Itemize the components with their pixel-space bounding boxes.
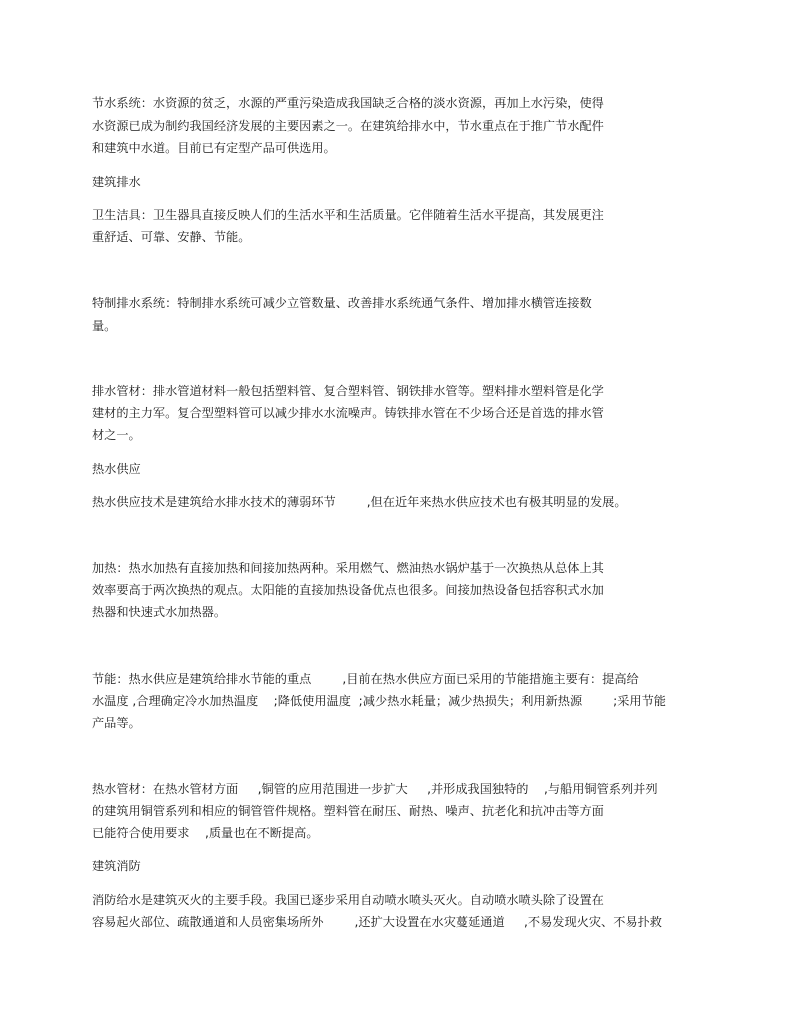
text-line: 水温度 ,合理确定冷水加热温度 ;降低使用温度 ;减少热水耗量；减少热损失；利用新热源 ;采用节能 bbox=[92, 694, 666, 708]
text-line: 加热：热水加热有直接加热和间接加热两种。采用燃气、燃油热水锅炉基于一次换热从总体上其 bbox=[92, 561, 604, 575]
text-line: 和建筑中水道。目前已有定型产品可供选用。 bbox=[92, 141, 336, 155]
text-line: 产品等。 bbox=[92, 716, 141, 730]
text-line: 热水供应技术是建筑给水排水技术的薄弱环节 ,但在近年来热水供应技术也有极其明显的发展。 bbox=[92, 495, 627, 509]
text-line: 特制排水系统：特制排水系统可减少立管数量、改善排水系统通气条件、增加排水横管连接数 bbox=[92, 296, 592, 310]
text-line: 节能：热水供应是建筑给排水节能的重点 ,目前在热水供应方面已采用的节能措施主要有：提高给 bbox=[92, 672, 639, 686]
text-line: 节水系统：水资源的贫乏，水源的严重污染造成我国缺乏合格的淡水资源，再加上水污染，使得 bbox=[92, 96, 604, 110]
text-line: 建材的主力军。复合型塑料管可以减少排水水流噪声。铸铁排水管在不少场合还是首选的排水管 bbox=[92, 406, 604, 420]
text-line: 量。 bbox=[92, 319, 117, 333]
text-line: 热器和快速式水加热器。 bbox=[92, 605, 227, 619]
section-heading: 热水供应 bbox=[92, 462, 141, 476]
text-line: 消防给水是建筑灭火的主要手段。我国已逐步采用自动喷水喷头灭火。自动喷水喷头除了设置在 bbox=[92, 893, 604, 907]
section-heading: 建筑消防 bbox=[92, 859, 141, 873]
text-line: 卫生洁具：卫生器具直接反映人们的生活水平和生活质量。它伴随着生活水平提高，其发展更注 bbox=[92, 208, 604, 222]
text-line: 水资源已成为制约我国经济发展的主要因素之一。在建筑给排水中，节水重点在于推广节水配件 bbox=[92, 119, 604, 133]
text-line: 重舒适、可靠、安静、节能。 bbox=[92, 230, 251, 244]
text-line: 排水管材：排水管道材料一般包括塑料管、复合塑料管、钢铁排水管等。塑料排水塑料管是化学 bbox=[92, 384, 604, 398]
text-line: 效率要高于两次换热的观点。太阳能的直接加热设备优点也很多。间接加热设备包括容积式水加 bbox=[92, 583, 604, 597]
section-heading: 建筑排水 bbox=[92, 175, 141, 189]
text-line: 容易起火部位、疏散通道和人员密集场所外 ,还扩大设置在水灾蔓延通道 ,不易发现火灾、不易扑救 bbox=[92, 915, 662, 929]
text-line: 材之一。 bbox=[92, 428, 141, 442]
text-line: 的建筑用铜管系列和相应的铜管管件规格。塑料管在耐压、耐热、噪声、抗老化和抗冲击等方面 bbox=[92, 804, 604, 818]
text-line: 已能符合使用要求 ,质量也在不断提高。 bbox=[92, 826, 319, 840]
text-line: 热水管材：在热水管材方面 ,铜管的应用范围进一步扩大 ,并形成我国独特的 ,与船用铜管系列并列 bbox=[92, 782, 658, 796]
